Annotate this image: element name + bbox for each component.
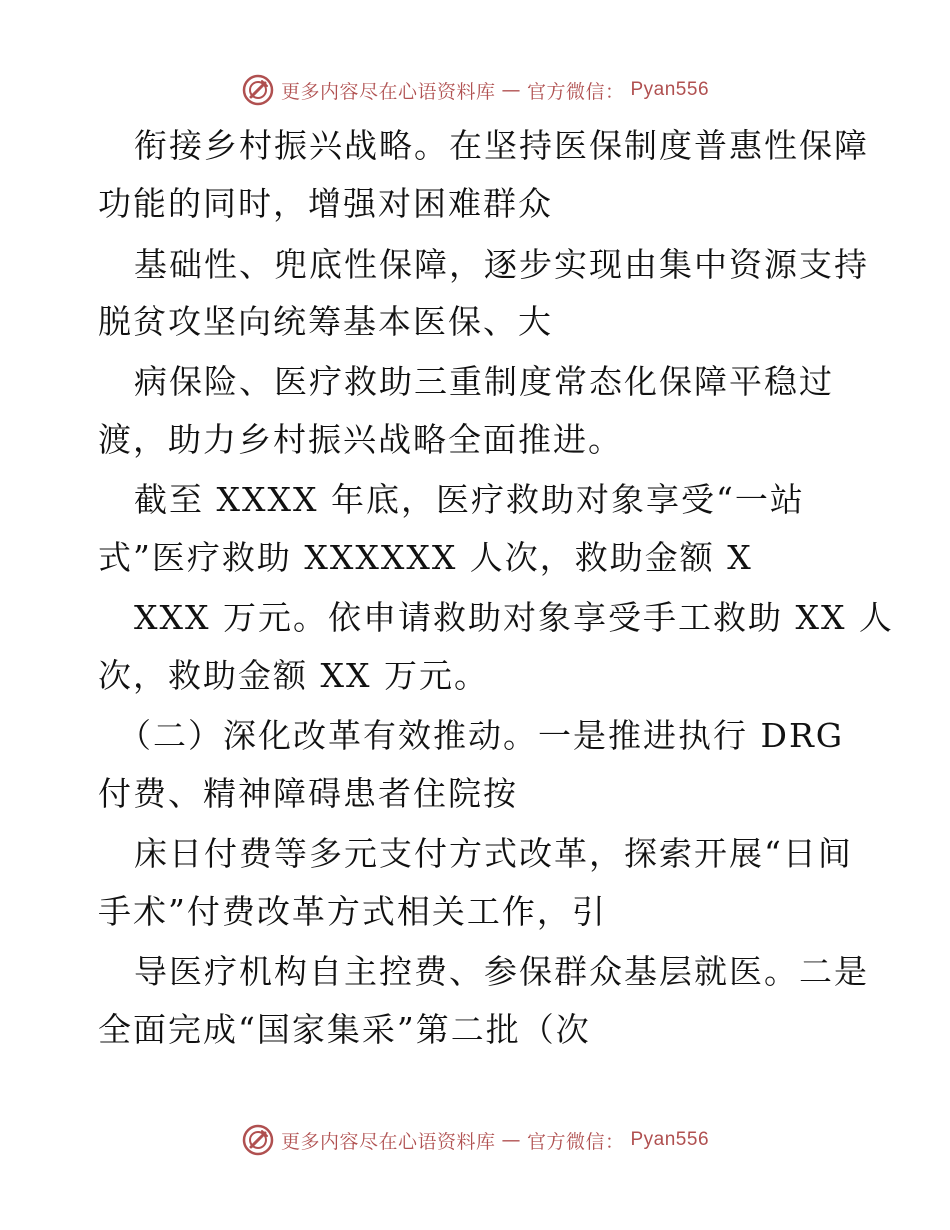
body-line: 截至 XXXX 年底，医疗救助对象享受“一站 <box>134 480 805 519</box>
body-line: 渡，助力乡村振兴战略全面推进。 <box>98 420 623 459</box>
body-line: 全面完成“国家集采”第二批（次 <box>98 1010 591 1049</box>
body-line: 导医疗机构自主控费、参保群众基层就医。二是 <box>134 952 869 991</box>
seal-logo-icon <box>241 1123 275 1157</box>
body-line: 基础性、兜底性保障，逐步实现由集中资源支持 <box>134 245 869 284</box>
body-line: （二）深化改革有效推动。一是推进执行 DRG <box>118 716 845 755</box>
body-line: XXX 万元。依申请救助对象享受手工救助 XX 人 <box>134 598 894 637</box>
page-header-watermark <box>0 70 950 110</box>
body-line: 功能的同时，增强对困难群众 <box>98 184 553 223</box>
watermark-site-text: 更多内容尽在心语资料库 <box>280 1130 496 1153</box>
body-line: 式”医疗救助 XXXXXX 人次，救助金额 X <box>98 538 753 577</box>
watermark-site-text: 更多内容尽在心语资料库 <box>280 80 496 103</box>
watermark-wechat-id: Pyan556 <box>630 1129 710 1150</box>
body-line: 脱贫攻坚向统筹基本医保、大 <box>98 302 553 341</box>
body-line: 手术”付费改革方式相关工作，引 <box>98 892 607 931</box>
seal-logo-icon <box>241 73 275 107</box>
watermark-brand <box>241 73 709 107</box>
body-line: 床日付费等多元支付方式改革，探索开展“日间 <box>134 834 853 873</box>
body-line: 病保险、医疗救助三重制度常态化保障平稳过 <box>134 362 834 401</box>
watermark-separator: — <box>501 79 521 101</box>
watermark-wechat-id: Pyan556 <box>630 79 710 100</box>
watermark-brand <box>241 1123 709 1157</box>
watermark-contact-label: 官方微信： <box>526 1130 625 1153</box>
watermark-contact-label: 官方微信： <box>526 80 625 103</box>
watermark-separator: — <box>501 1129 521 1151</box>
body-line: 付费、精神障碍患者住院按 <box>98 774 518 813</box>
page-footer-watermark <box>0 1120 950 1160</box>
body-line: 次，救助金额 XX 万元。 <box>98 656 489 695</box>
body-line: 衔接乡村振兴战略。在坚持医保制度普惠性保障 <box>134 126 869 165</box>
